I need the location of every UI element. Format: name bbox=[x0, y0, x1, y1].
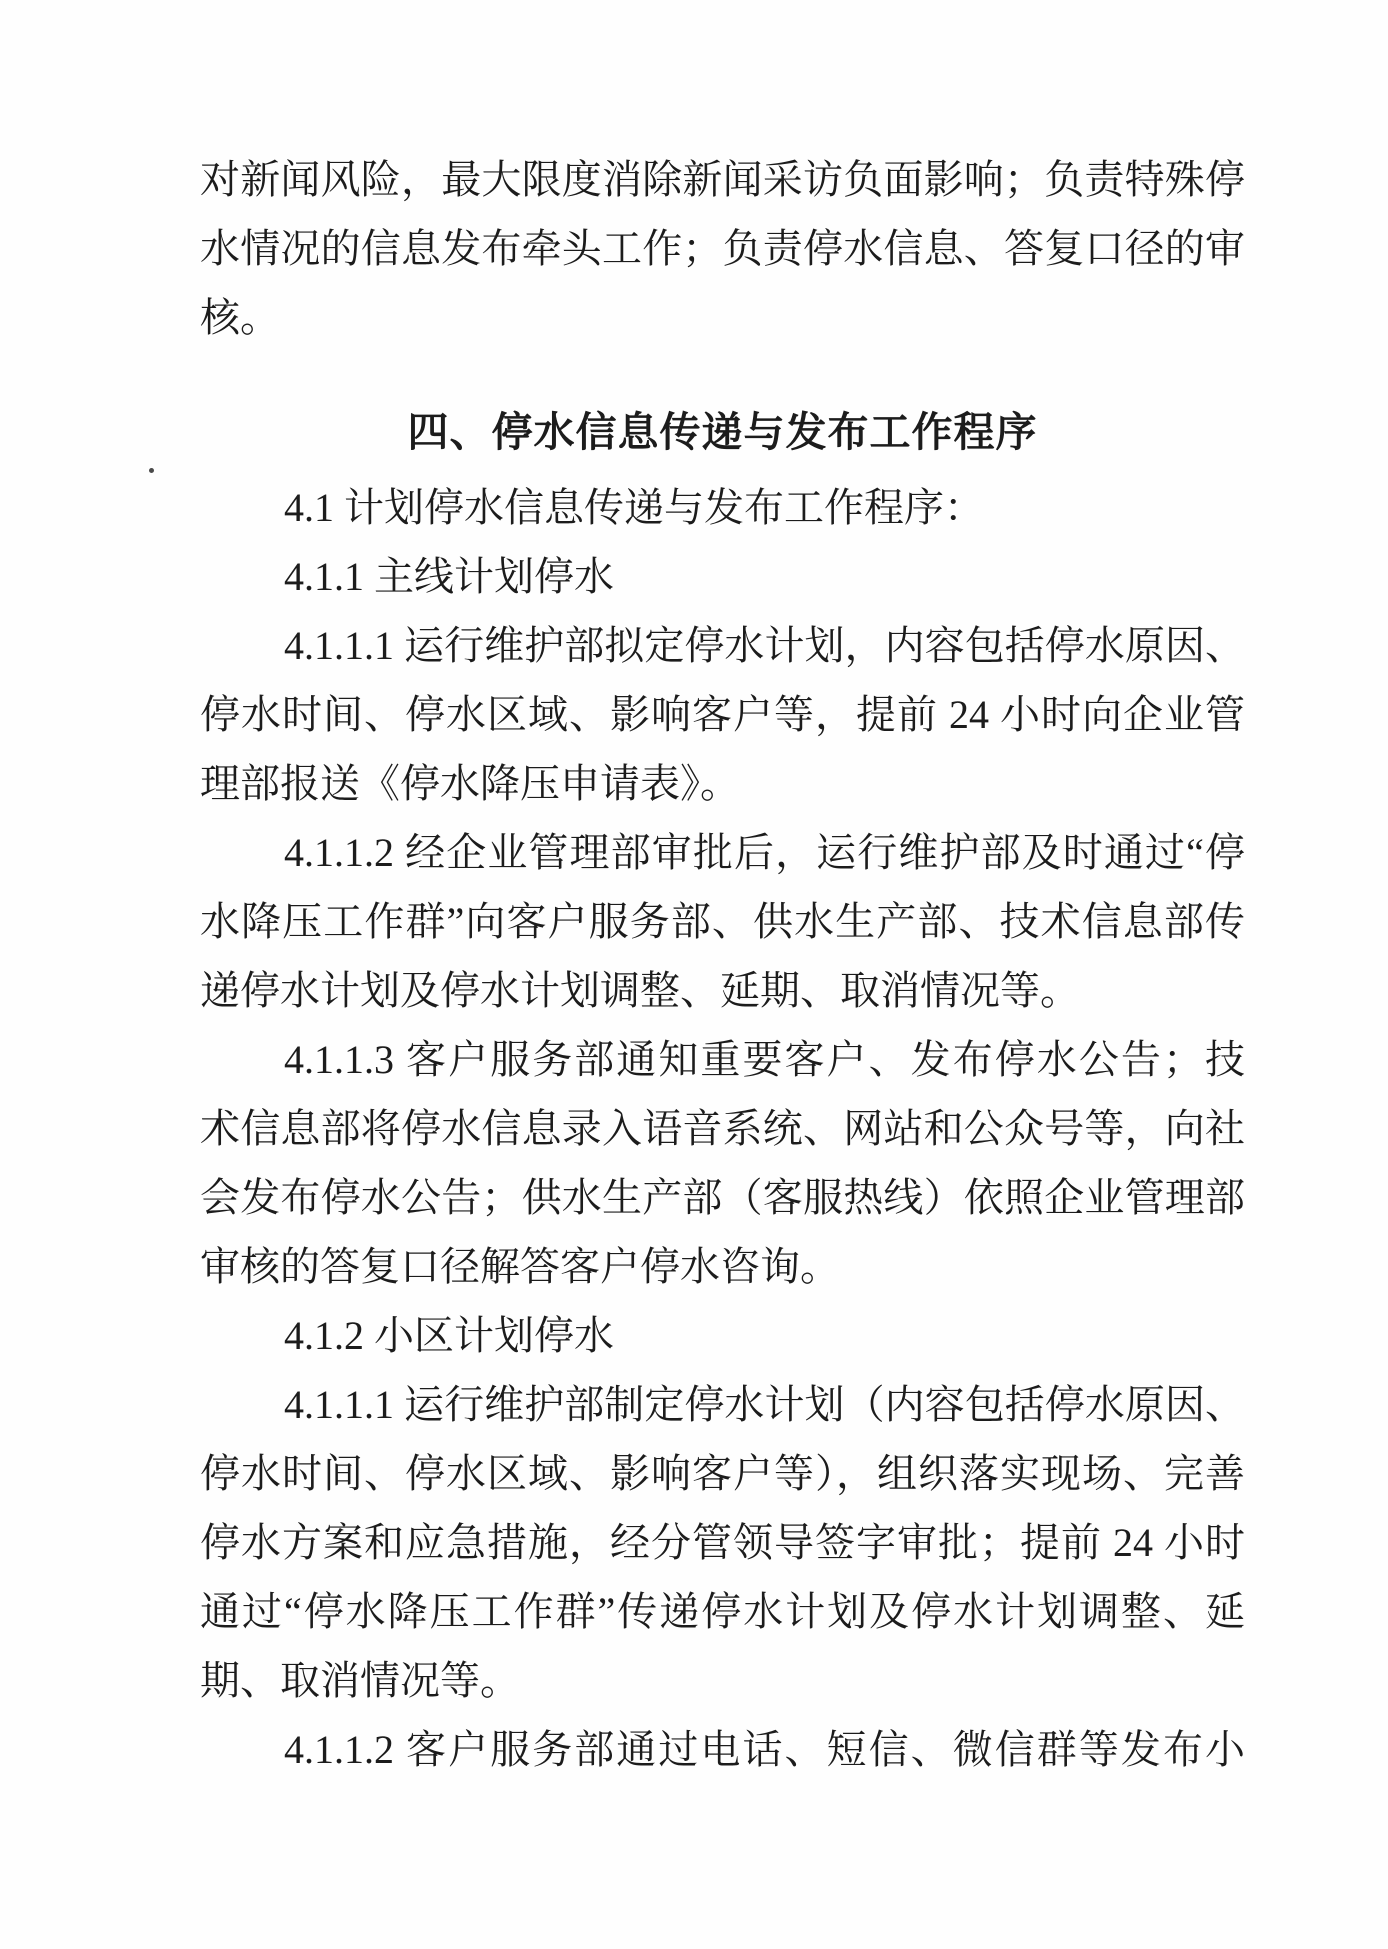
text-line: 会发布停水公告；供水生产部（客服热线）依照企业管理部 bbox=[200, 1175, 1245, 1220]
text-line: 理部报送《停水降压申请表》。 bbox=[200, 761, 740, 806]
text-line: 停水时间、停水区域、影响客户等，提前 24 小时向企业管 bbox=[200, 692, 1245, 737]
text-line: 水降压工作群”向客户服务部、供水生产部、技术信息部传 bbox=[200, 899, 1245, 944]
text-line: 4.1.1.1 运行维护部拟定停水计划，内容包括停水原因、 bbox=[284, 623, 1245, 668]
text-line: 递停水计划及停水计划调整、延期、取消情况等。 bbox=[200, 968, 1080, 1013]
text-line: 4.1.1.2 经企业管理部审批后，运行维护部及时通过“停 bbox=[284, 830, 1245, 875]
text-line: 水情况的信息发布牵头工作；负责停水信息、答复口径的审 bbox=[200, 226, 1245, 271]
section-heading: 四、停水信息传递与发布工作程序 bbox=[407, 409, 1038, 455]
text-line: 核。 bbox=[200, 295, 280, 340]
text-line: 术信息部将停水信息录入语音系统、网站和公众号等，向社 bbox=[200, 1106, 1245, 1151]
text-line: 对新闻风险，最大限度消除新闻采访负面影响；负责特殊停 bbox=[200, 157, 1245, 202]
scan-artifact-dot bbox=[149, 468, 154, 473]
text-line: 4.1.1.3 客户服务部通知重要客户、发布停水公告；技 bbox=[284, 1037, 1245, 1082]
text-line: 停水时间、停水区域、影响客户等），组织落实现场、完善 bbox=[200, 1451, 1245, 1496]
text-line: 期、取消情况等。 bbox=[200, 1658, 520, 1703]
text-line: 通过“停水降压工作群”传递停水计划及停水计划调整、延 bbox=[200, 1589, 1245, 1634]
text-line: 4.1.1 主线计划停水 bbox=[284, 554, 614, 599]
text-line: 4.1.1.1 运行维护部制定停水计划（内容包括停水原因、 bbox=[284, 1382, 1245, 1427]
text-content bbox=[200, 145, 1245, 1784]
text-line: 停水方案和应急措施，经分管领导签字审批；提前 24 小时 bbox=[200, 1520, 1245, 1565]
text-line: 4.1.2 小区计划停水 bbox=[284, 1313, 614, 1358]
text-line: 4.1.1.2 客户服务部通过电话、短信、微信群等发布小 bbox=[284, 1727, 1245, 1772]
text-line: 审核的答复口径解答客户停水咨询。 bbox=[200, 1244, 840, 1289]
text-line: 4.1 计划停水信息传递与发布工作程序： bbox=[284, 485, 984, 530]
